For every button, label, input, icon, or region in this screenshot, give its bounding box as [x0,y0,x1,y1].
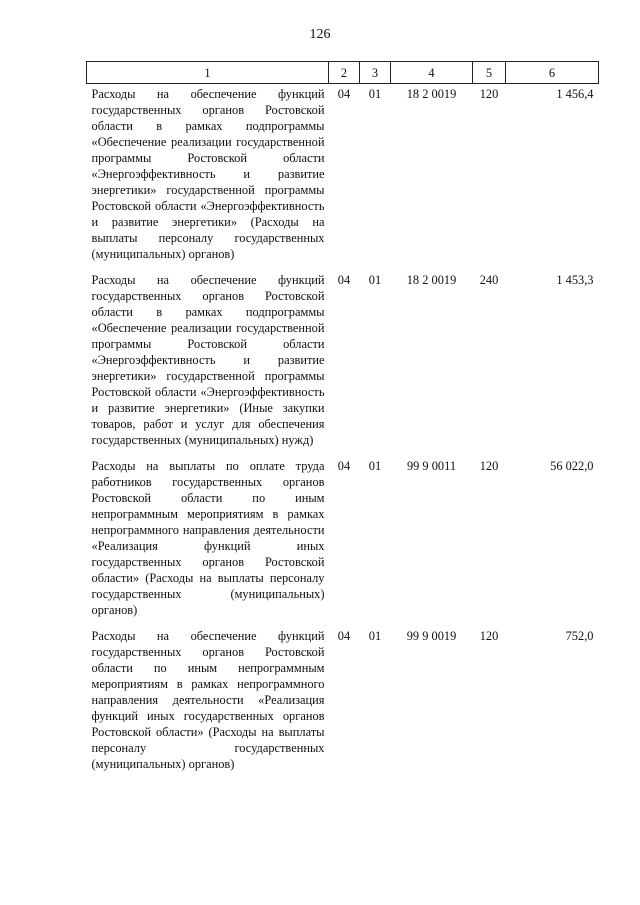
row-section: 04 [337,273,351,287]
table-row [87,456,599,626]
row-description: Расходы на выплаты по оплате труда работников государственных органов Ростовской области по иным непрограммным мероприятиям в рамках непрограммного направления деятельности «Реализация функций иных государственных органов Ростовской области» (Расходы на выплаты персоналу государственных (муниципальных) органов) [91,459,325,617]
row-target-article: 99 9 0011 [406,459,457,473]
row-subsection: 01 [368,459,382,473]
row-description: Расходы на обеспечение функций государственных органов Ростовской области в рамках подпрограммы «Обеспечение реализации государственной программы Ростовской области «Энергоэффективность и развитие энергетики» государственной программы Ростовской области «Энергоэффективность и развитие энергетики» (Иные закупки товаров, работ и услуг для обеспечения государственных (муниципальных) нужд) [91,273,325,447]
row-target-article: 18 2 0019 [406,87,457,101]
table-row [87,626,599,780]
row-expense-type: 120 [479,629,499,643]
row-section: 04 [337,629,351,643]
row-amount: 56 022,0 [550,459,594,473]
header-col-6: 6 [506,62,599,84]
row-amount: 1 453,3 [556,273,594,287]
table-row [87,270,599,456]
header-col-3: 3 [360,62,391,84]
table-row [87,84,599,271]
row-expense-type: 240 [479,273,499,287]
header-col-4: 4 [391,62,473,84]
row-subsection: 01 [368,87,382,101]
row-expense-type: 120 [479,87,499,101]
row-subsection: 01 [368,273,382,287]
header-col-5: 5 [473,62,506,84]
row-amount: 752,0 [565,629,594,643]
row-amount: 1 456,4 [556,87,594,101]
row-description: Расходы на обеспечение функций государственных органов Ростовской области по иным непрограммным мероприятиям в рамках непрограммного направления деятельности «Реализация функций иных государственных органов Ростовской области» (Расходы на выплаты персоналу государственных (муниципальных) органов) [91,629,325,771]
row-description: Расходы на обеспечение функций государственных органов Ростовской области в рамках подпрограммы «Обеспечение реализации государственной программы Ростовской области «Энергоэффективность и развитие энергетики» государственной программы Ростовской области «Энергоэффективность и развитие энергетики» (Расходы на выплаты персоналу государственных (муниципальных) органов) [91,87,325,261]
table-header-row [87,62,599,84]
header-col-2: 2 [329,62,360,84]
row-subsection: 01 [368,629,382,643]
row-target-article: 18 2 0019 [406,273,457,287]
row-section: 04 [337,459,351,473]
row-expense-type: 120 [479,459,499,473]
budget-table [86,61,599,780]
row-section: 04 [337,87,351,101]
row-target-article: 99 9 0019 [406,629,457,643]
header-col-1: 1 [87,62,329,84]
page-number: 126 [309,27,331,42]
